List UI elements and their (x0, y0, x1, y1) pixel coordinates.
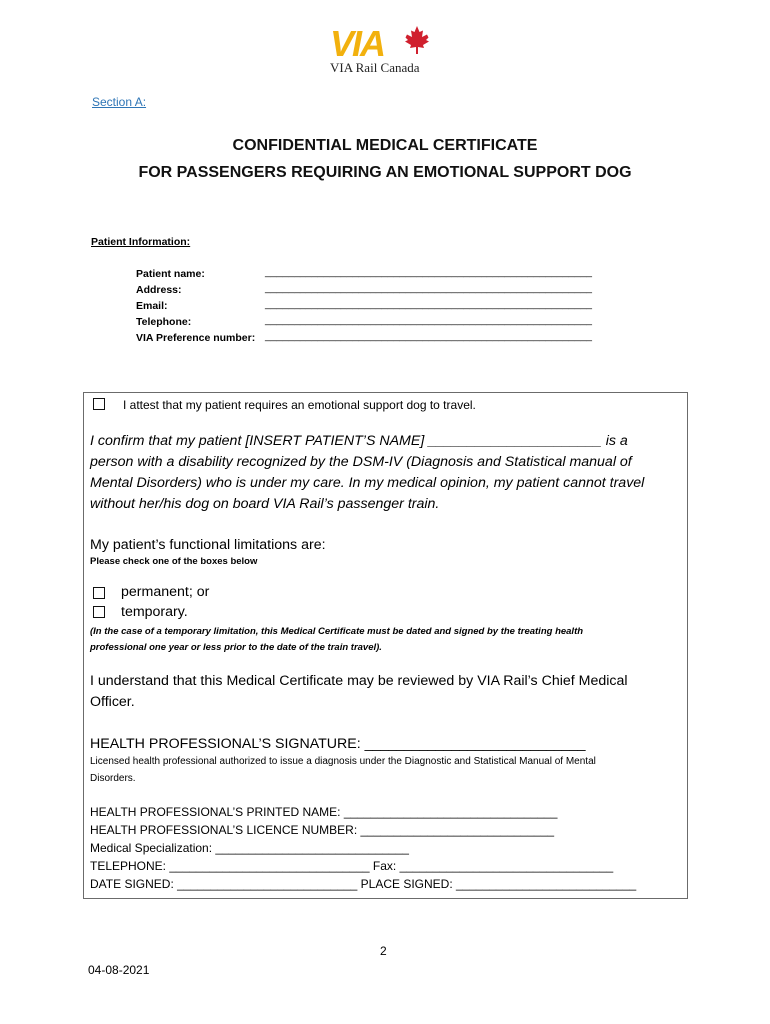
via-preference-label: VIA Preference number: (136, 332, 256, 344)
patient-info-header: Patient Information: (91, 236, 191, 248)
medical-specialization-field[interactable]: Medical Specialization: _____________________________ (90, 841, 409, 855)
understand-line-1: I understand that this Medical Certificate may be reviewed by VIA Rail’s Chief Medical (90, 673, 628, 689)
document-title-line1: CONFIDENTIAL MEDICAL CERTIFICATE (232, 137, 538, 154)
page-number: 2 (380, 944, 387, 958)
email-field[interactable]: ________________________________________________________ (265, 298, 593, 310)
confirm-line-4: without her/his dog on board VIA Rail’s passenger train. (90, 496, 440, 512)
via-wordmark: VIA (330, 23, 385, 64)
telephone-fax-field[interactable]: TELEPHONE: ______________________________ Fax: ________________________________ (90, 859, 614, 873)
attest-text: I attest that my patient requires an emotional support dog to travel. (123, 398, 476, 412)
address-field[interactable]: ________________________________________________________ (265, 282, 593, 294)
check-instruction: Please check one of the boxes below (90, 556, 258, 567)
telephone-label: Telephone: (136, 316, 192, 328)
temporary-note-line-1: (In the case of a temporary limitation, this Medical Certificate must be dated and signed by the treating health (90, 626, 584, 637)
patient-name-label: Patient name: (136, 268, 205, 280)
confirm-line-1: I confirm that my patient [INSERT PATIENT’S NAME] ______________________ is a (90, 433, 628, 449)
attest-checkbox[interactable] (93, 398, 105, 410)
maple-leaf-icon (404, 26, 430, 54)
via-preference-field[interactable]: ________________________________________________________ (265, 330, 593, 342)
section-label: Section A: (92, 95, 147, 109)
permanent-option-label: permanent; or (121, 584, 210, 600)
footer-date: 04-08-2021 (88, 963, 150, 977)
temporary-note-line-2: professional one year or less prior to the date of the train travel). (90, 642, 382, 653)
licence-number-field[interactable]: HEALTH PROFESSIONAL’S LICENCE NUMBER: _____________________________ (90, 823, 555, 837)
temporary-checkbox[interactable] (93, 606, 105, 618)
confirm-line-3: Mental Disorders) who is under my care. In my medical opinion, my patient cannot travel (90, 475, 645, 491)
understand-line-2: Officer. (90, 694, 135, 710)
telephone-field[interactable]: ________________________________________________________ (265, 314, 593, 326)
email-label: Email: (136, 300, 168, 312)
signature-field[interactable]: HEALTH PROFESSIONAL’S SIGNATURE: ____________________________ (90, 736, 586, 752)
licensed-note-line-2: Disorders. (90, 773, 136, 784)
logo-subtitle: VIA Rail Canada (330, 60, 420, 75)
temporary-option-label: temporary. (121, 604, 188, 620)
document-title-line2: FOR PASSENGERS REQUIRING AN EMOTIONAL SUPPORT DOG (138, 164, 632, 181)
limitations-heading: My patient’s functional limitations are: (90, 537, 326, 553)
via-rail-logo (330, 24, 440, 76)
printed-name-field[interactable]: HEALTH PROFESSIONAL’S PRINTED NAME: ________________________________ (90, 805, 558, 819)
date-place-signed-field[interactable]: DATE SIGNED: ___________________________ PLACE SIGNED: ___________________________ (90, 877, 637, 891)
address-label: Address: (136, 284, 182, 296)
permanent-checkbox[interactable] (93, 587, 105, 599)
patient-name-field[interactable]: ________________________________________________________ (265, 266, 593, 278)
confirm-line-2: person with a disability recognized by the DSM-IV (Diagnosis and Statistical manual of (90, 454, 632, 470)
licensed-note-line-1: Licensed health professional authorized to issue a diagnosis under the Diagnostic and Statistical Manual of Mental (90, 756, 596, 767)
